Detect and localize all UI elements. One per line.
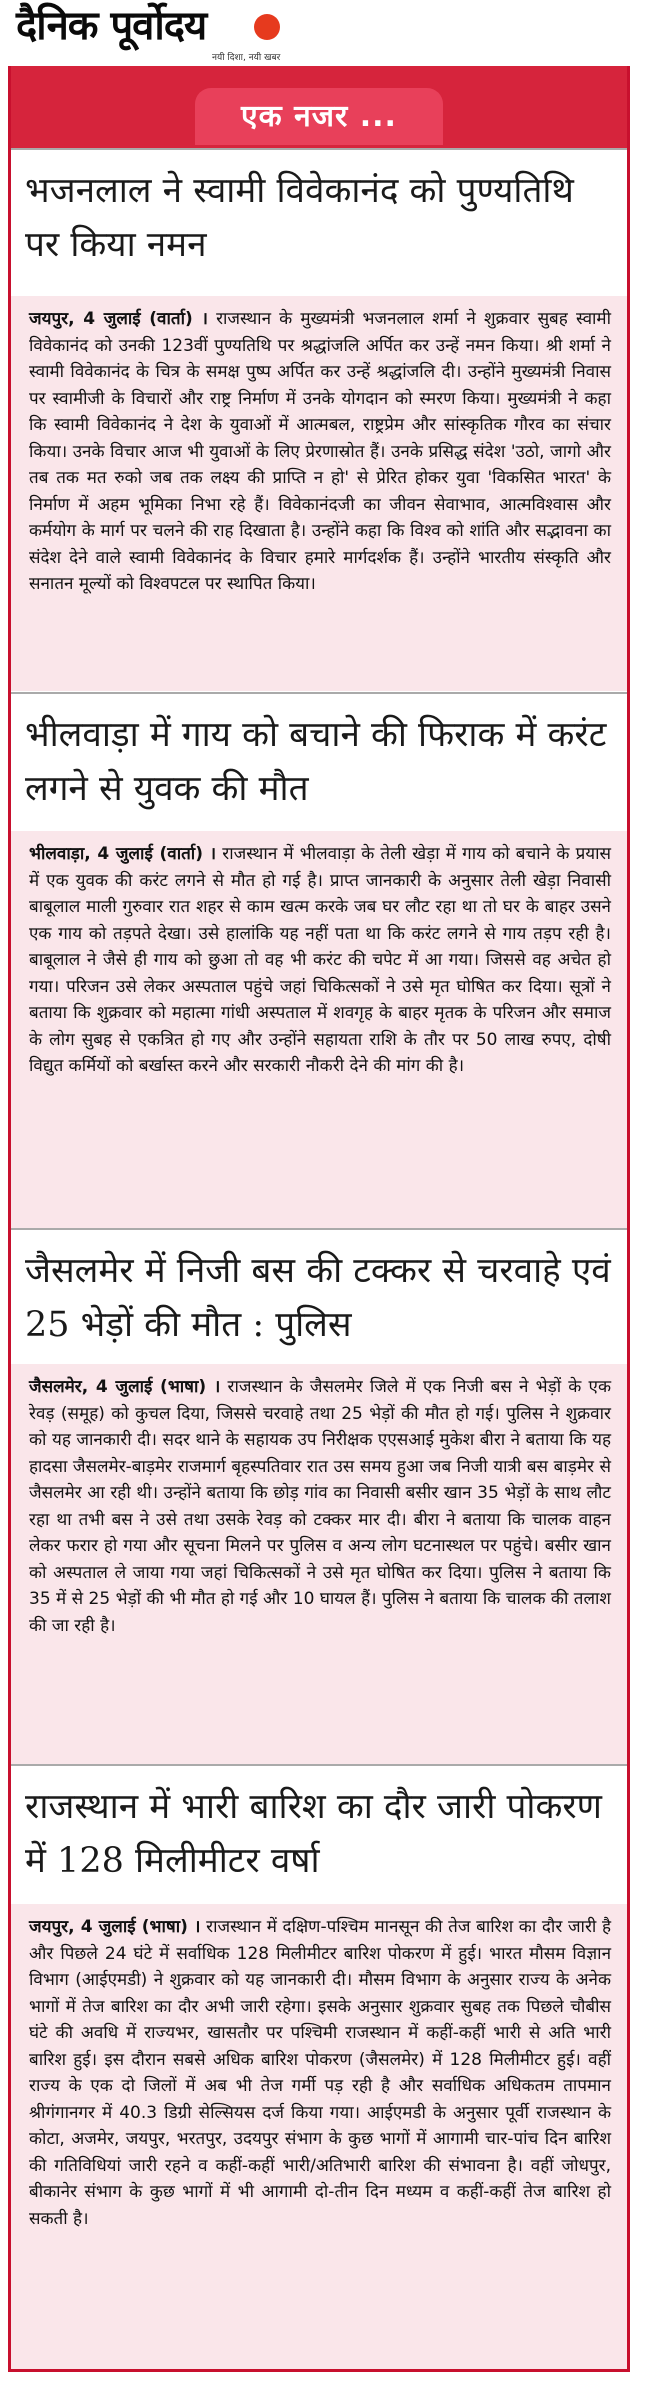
- article-body: [11, 1364, 627, 1764]
- content-frame: [8, 66, 630, 2372]
- article-dateline: जैसलमेर, 4 जुलाई (भाषा) ।: [29, 1377, 221, 1397]
- article-body: [11, 831, 627, 1228]
- article-dateline: जयपुर, 4 जुलाई (वार्ता) ।: [29, 309, 208, 329]
- article-text: राजस्थान में भीलवाड़ा के तेली खेड़ा में गाय को बचाने के प्रयास में एक युवक की करंट लगने से मौत हो गई है। प्राप्त जानकारी के अनुसार तेली खेड़ा निवासी बाबूलाल माली गुरुवार रात शहर से काम खत्म करके जब घर लौट रहा था तो घर के बाहर उसने एक गाय को तड़पते देखा। उसे हालांकि यह नहीं पता था कि करंट लगने से गाय तड़प रही है। बाबूलाल ने जैसे ही गाय को छुआ तो वह भी करंट की चपेट में आ गया। जिससे वह अचेत हो गया। परिजन उसे लेकर अस्पताल पहुंचे जहां चिकित्सकों ने उसे मृत घोषित कर दिया। सूत्रों ने बताया कि शुक्रवार को महात्मा गांधी अस्पताल में शवगृह के बाहर मृतक के परिजन और समाज के लोग सुबह से एकत्रित हो गए और उन्होंने सहायता राशि के तौर पर 50 लाख रुपए, दोषी विद्युत कर्मियों को बर्खास्त करने और सरकारी नौकरी देने की मांग की है।: [29, 844, 611, 1076]
- article-text: राजस्थान के जैसलमेर जिले में एक निजी बस ने भेड़ों के एक रेवड़ (समूह) को कुचल दिया, जिससे चरवाहे तथा 25 भेड़ों की मौत हो गई। पुलिस ने शुक्रवार को यह जानकारी दी। सदर थाने के सहायक उप निरीक्षक एएसआई मुकेश बीरा ने बताया कि यह हादसा जैसलमेर-बाड़मेर राजमार्ग बृहस्पतिवार रात उस समय हुआ जब निजी यात्री बस बाड़मेर से जैसलमेर आ रही थी। उन्होंने बताया कि छोड़ गांव का निवासी बसीर खान 35 भेड़ों के साथ लौट रहा था तभी बस ने उसे तथा उसके रेवड़ को टक्कर मार दी। बीरा ने बताया कि चालक वाहन लेकर फरार हो गया और सूचना मिलने पर पुलिस व अन्य लोग घटनास्थल पर पहुंचे। बसीर खान को अस्पताल ले जाया गया जहां चिकित्सकों ने उसे मृत घोषित कर दिया। पुलिस ने बताया कि 35 में से 25 भेड़ों की भी मौत हो गई और 10 घायल हैं। पुलिस ने बताया कि चालक की तलाश की जा रही है।: [29, 1377, 611, 1636]
- section-title: एक नजर ...: [195, 88, 443, 145]
- article-jaisalmer: [11, 1228, 627, 1764]
- article-headline: जैसलमेर में निजी बस की टक्कर से चरवाहे एवं 25 भेड़ों की मौत : पुलिस: [11, 1228, 627, 1364]
- article-headline: भीलवाड़ा में गाय को बचाने की फिराक में करंट लगने से युवक की मौत: [11, 692, 627, 831]
- article-body: [11, 296, 627, 691]
- newspaper-name: दैनिक पूर्वोदय: [16, 2, 207, 49]
- article-vivekananda: [11, 148, 627, 691]
- article-headline: भजनलाल ने स्वामी विवेकानंद को पुण्यतिथि पर किया नमन: [11, 148, 627, 296]
- article-text: राजस्थान के मुख्यमंत्री भजनलाल शर्मा ने शुक्रवार सुबह स्वामी विवेकानंद को उनकी 123वीं पुण्यतिथि पर श्रद्धांजलि अर्पित कर उन्हें नमन किया। श्री शर्मा ने स्वामी विवेकानंद के चित्र के समक्ष पुष्प अर्पित कर उन्हें श्रद्धांजलि दी। उन्होंने मुख्यमंत्री निवास पर स्वामीजी के विचारों और राष्ट्र निर्माण में उनके योगदान को स्मरण किया। मुख्यमंत्री ने कहा कि स्वामी विवेकानंद ने देश के युवाओं में आत्मबल, राष्ट्रप्रेम और सांस्कृतिक गौरव का संचार किया। उनके विचार आज भी युवाओं के लिए प्रेरणास्रोत हैं। उनके प्रसिद्ध संदेश 'उठो, जागो और तब तक मत रुको जब तक लक्ष्य की प्राप्ति न हो' से प्रेरित होकर युवा 'विकसित भारत' के निर्माण में अहम भूमिका निभा रहे हैं। विवेकानंदजी का जीवन सेवाभाव, आत्मविश्वास और कर्मयोग के मार्ग पर चलने की राह दिखाता है। उन्होंने कहा कि विश्व को शांति और सद्भावना का संदेश देने वाले स्वामी विवेकानंद के विचार हमारे मार्गदर्शक हैं। उन्होंने भारतीय संस्कृति और सनातन मूल्यों को विश्वपटल पर स्थापित किया।: [29, 309, 611, 594]
- article-dateline: भीलवाड़ा, 4 जुलाई (वार्ता) ।: [29, 844, 217, 864]
- article-body: [11, 1904, 627, 2369]
- newspaper-tagline: नयी दिशा, नयी खबर: [212, 53, 281, 63]
- masthead: [0, 0, 645, 66]
- article-dateline: जयपुर, 4 जुलाई (भाषा) ।: [29, 1917, 201, 1937]
- article-headline: राजस्थान में भारी बारिश का दौर जारी पोकरण में 128 मिलीमीटर वर्षा: [11, 1764, 627, 1904]
- article-rain: [11, 1764, 627, 2369]
- section-banner: [11, 66, 627, 148]
- article-bhilwara: [11, 692, 627, 1228]
- article-text: राजस्थान में दक्षिण-पश्चिम मानसून की तेज बारिश का दौर जारी है और पिछले 24 घंटे में सर्वाधिक 128 मिलीमीटर बारिश पोकरण में हुई। भारत मौसम विज्ञान विभाग (आईएमडी) ने शुक्रवार को यह जानकारी दी। मौसम विभाग के अनुसार राज्य के अनेक भागों में तेज बारिश का दौर अभी जारी रहेगा। इसके अनुसार शुक्रवार सुबह तक पिछले चौबीस घंटे की अवधि में राज्यभर, खासतौर पर पश्चिमी राजस्थान में कहीं-कहीं भारी से अति भारी बारिश हुई। इस दौरान सबसे अधिक बारिश पोकरण (जैसलमेर) में 128 मिलीमीटर हुई। वहीं राज्य के एक दो जिलों में अब भी तेज गर्मी पड़ रही है और सर्वाधिक अधिकतम तापमान श्रीगंगानगर में 40.3 डिग्री सेल्सियस दर्ज किया गया। आईएमडी के अनुसार पूर्वी राजस्थान के कोटा, अजमेर, जयपुर, भरतपुर, उदयपुर संभाग के कुछ भागों में आगामी चार-पांच दिन बारिश की गतिविधियां जारी रहने व कहीं-कहीं भारी/अतिभारी बारिश की संभावना है। वहीं जोधपुर, बीकानेर संभाग के कुछ भागों में भी आगामी दो-तीन दिन मध्यम व कहीं-कहीं तेज बारिश हो सकती है।: [29, 1917, 611, 2229]
- logo-dot-icon: [254, 14, 280, 40]
